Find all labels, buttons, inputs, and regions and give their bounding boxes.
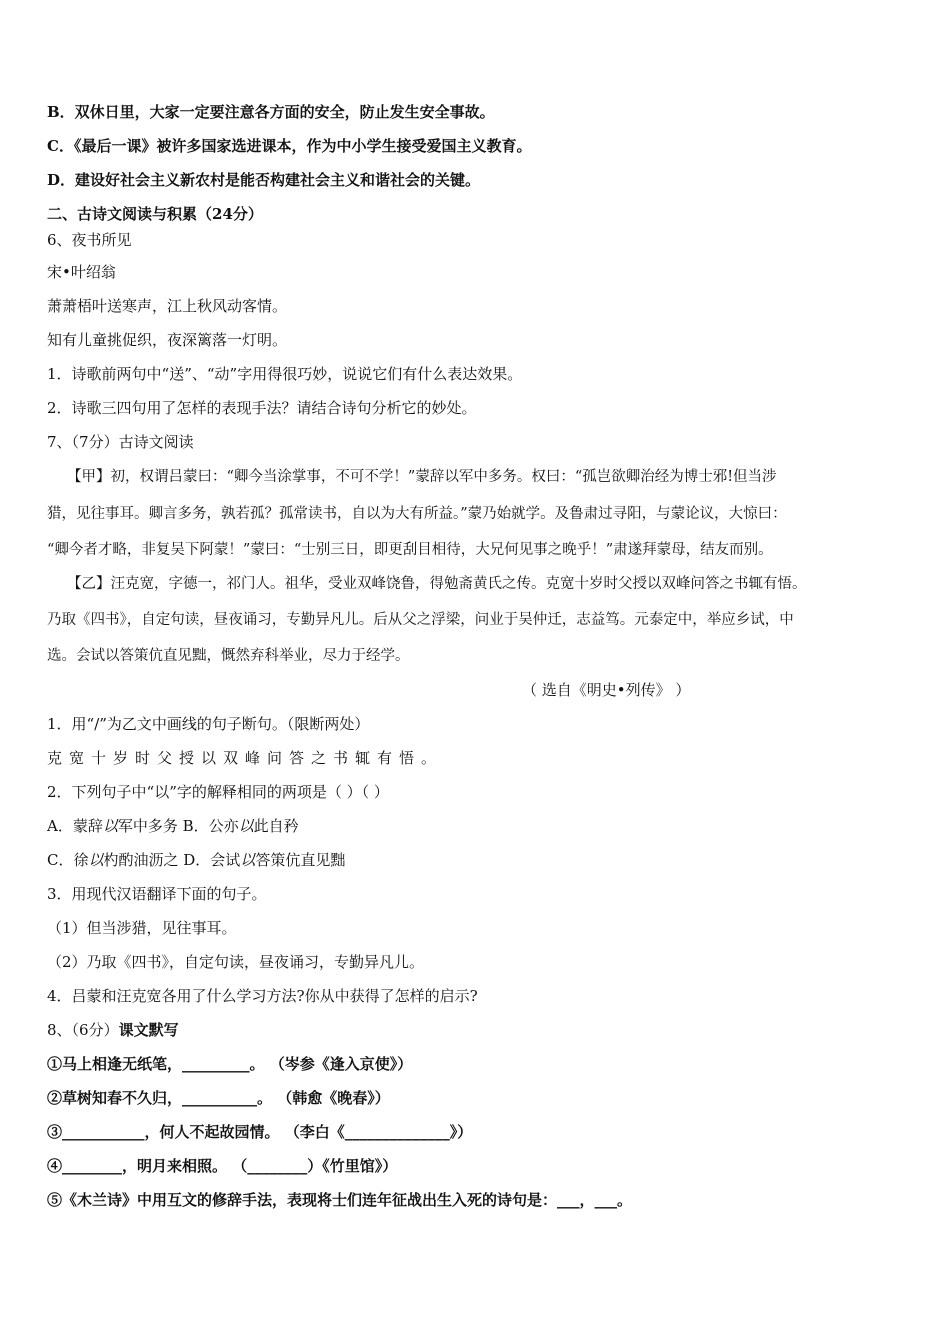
poem-author: 宋•叶绍翁 xyxy=(47,263,116,281)
q8-item: ④________，明月来相照。 （________）《竹里馆》） xyxy=(47,1157,398,1175)
q7-sub4: 4．吕蒙和汪克宽各用了什么学习方法?你从中获得了怎样的启示? xyxy=(47,987,478,1005)
q8-title: 8、（6分）课文默写 xyxy=(47,1021,179,1039)
q6-sub1: 1．诗歌前两句中“送”、“动”字用得很巧妙，说说它们有什么表达效果。 xyxy=(47,365,523,383)
q8-item: ⑤《木兰诗》中用互文的修辞手法，表现将士们连年征战出生入死的诗句是：___，___。 xyxy=(47,1191,633,1209)
q7-sub1-sentence: 克宽十岁时父授以双峰问答之书辄有悟。 xyxy=(47,749,444,767)
section-heading: 二、古诗文阅读与积累（24分） xyxy=(47,205,263,223)
q8-item: ③___________，何人不起故园情。 （李白《______________》） xyxy=(47,1123,473,1141)
q7-sub3-item: （1）但当涉猎，见往事耳。 xyxy=(47,919,237,937)
passage-yi-line: 乃取《四书》，自定句读，昼夜诵习，专勤异凡儿。后从父之浮梁，问业于吴仲迁，志益笃。元泰定中，举应乡试，中 xyxy=(47,612,794,628)
source-note: （ 选自《明史•列传》 ） xyxy=(522,681,691,699)
passage-jia-line: “卿今者才略，非复吴下阿蒙！”蒙曰：“士别三日，即更刮目相待，大兄何见事之晚乎！”肃遂拜蒙母，结友而别。 xyxy=(47,542,773,558)
q7-options-cd: C．徐以杓酌油沥之 D．会试以答策伉直见黜 xyxy=(47,851,346,869)
q5-option-d: D．建设好社会主义新农村是能否构建社会主义和谐社会的关键。 xyxy=(47,171,481,189)
passage-jia-line: 【甲】初，权谓吕蒙曰：“卿今当涂掌事，不可不学！”蒙辞以军中多务。权曰：“孤岂欲卿治经为博士邪!但当涉 xyxy=(67,469,777,485)
q7-sub1: 1．用“/”为乙文中画线的句子断句。（限断两处） xyxy=(47,715,370,733)
poem-line: 萧萧梧叶送寒声，江上秋风动客情。 xyxy=(47,297,288,315)
q7-sub3: 3．用现代汉语翻译下面的句子。 xyxy=(47,885,267,903)
q5-option-c: C．《最后一课》被许多国家选进课本，作为中小学生接受爱国主义教育。 xyxy=(47,137,532,155)
passage-jia-line: 猎，见往事耳。卿言多务，孰若孤？孤常读书，自以为大有所益。”蒙乃始就学。及鲁肃过寻阳，与蒙论议，大惊曰： xyxy=(47,506,787,522)
passage-yi-line: 选。会试以答策伉直见黜，慨然弃科举业，尽力于经学。 xyxy=(47,648,410,664)
q7-options-ab: A．蒙辞以军中多务 B．公亦以此自矜 xyxy=(47,817,299,835)
q7-sub2: 2．下列句子中“以”字的解释相同的两项是（ ）（ ） xyxy=(47,783,389,801)
q7-title: 7、（7分）古诗文阅读 xyxy=(47,433,194,451)
passage-yi-line: 【乙】汪克宽，字德一，祁门人。祖华，受业双峰饶鲁，得勉斋黄氏之传。克宽十岁时父授以双峰问答之书辄有悟。 xyxy=(67,576,807,592)
q6-sub2: 2．诗歌三四句用了怎样的表现手法？请结合诗句分析它的妙处。 xyxy=(47,399,477,417)
q8-item: ①马上相逢无纸笔，_________。 （岑参《逢入京使》） xyxy=(47,1055,413,1073)
poem-line: 知有儿童挑促织，夜深篱落一灯明。 xyxy=(47,331,288,349)
q5-option-b: B．双休日里，大家一定要注意各方面的安全，防止发生安全事故。 xyxy=(47,103,495,121)
q6-title: 6、夜书所见 xyxy=(47,231,132,249)
q7-sub3-item: （2）乃取《四书》，自定句读，昼夜诵习，专勤异凡儿。 xyxy=(47,953,425,971)
q8-item: ②草树知春不久归，__________。 （韩愈《晚春》） xyxy=(47,1089,390,1107)
